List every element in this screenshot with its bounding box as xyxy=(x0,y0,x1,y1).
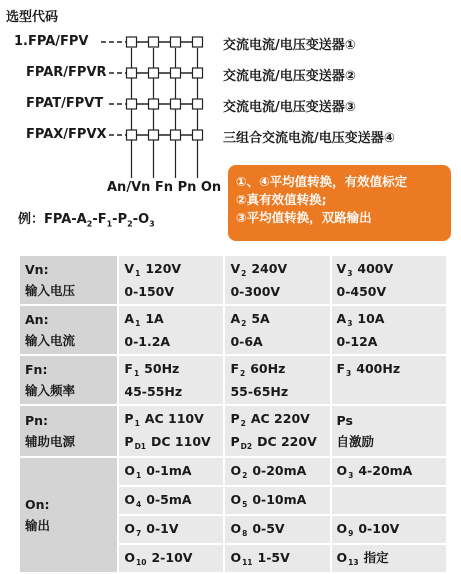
note-2: ②真有效值转换; xyxy=(236,192,327,207)
notes-box xyxy=(228,165,451,241)
table-row-pn xyxy=(20,406,446,456)
table-row-an xyxy=(20,306,446,354)
table-cell: $F_3$ 400Hz xyxy=(332,356,447,404)
table-cell: $P_2$ AC 220V $P_{D2}$ DC 220V xyxy=(225,406,329,456)
table-cell: $O_5$ 0-10mA xyxy=(225,487,329,514)
table-cell: $O_4$ 0-5mA xyxy=(119,487,223,514)
model-code-1: 1.FPA/FPV xyxy=(14,34,89,49)
model-desc-2: 交流电流/电压变送器② xyxy=(223,69,356,84)
table-row-on xyxy=(20,458,446,485)
spec-table xyxy=(18,254,448,574)
table-cell: $V_1$ 120V 0-150V xyxy=(119,256,223,304)
table-row-fn xyxy=(20,356,446,404)
table-cell: $O_2$ 0-20mA xyxy=(225,458,329,485)
code-box-diagram xyxy=(96,28,226,188)
row-header: On: 输出 xyxy=(20,458,117,572)
table-cell: $O_8$ 0-5V xyxy=(225,516,329,543)
table-cell: $F_1$ 50Hz 45-55Hz xyxy=(119,356,223,404)
table-cell: $O_1$ 0-1mA xyxy=(119,458,223,485)
note-3: ③平均值转换，双路输出 xyxy=(236,210,372,225)
table-cell: $O_{11}$ 1-5V xyxy=(225,545,329,572)
table-cell: $V_2$ 240V 0-300V xyxy=(225,256,329,304)
table-cell: $O_{13}$ 指定 xyxy=(332,545,447,572)
row-header: Vn: 输入电压 xyxy=(20,256,117,304)
model-desc-1: 交流电流/电压变送器① xyxy=(223,38,356,53)
table-cell xyxy=(332,487,447,514)
row-header: Fn: 输入频率 xyxy=(20,356,117,404)
table-cell: $P_1$ AC 110V $P_{D1}$ DC 110V xyxy=(119,406,223,456)
model-desc-4: 三组合交流电流/电压变送器④ xyxy=(223,131,395,146)
note-1: ①、④平均值转换，有效值标定 xyxy=(236,174,408,189)
model-code-4: FPAX/FPVX xyxy=(26,127,107,142)
table-cell: Ps 自激励 xyxy=(332,406,447,456)
table-cell: $A_1$ 1A 0-1.2A xyxy=(119,306,223,354)
model-code-3: FPAT/FPVT xyxy=(26,96,104,111)
model-code-2: FPAR/FPVR xyxy=(26,65,107,80)
table-cell: $A_2$ 5A 0-6A xyxy=(225,306,329,354)
table-cell: $O_9$ 0-10V xyxy=(332,516,447,543)
table-cell: $O_7$ 0-1V xyxy=(119,516,223,543)
row-header: An: 输入电流 xyxy=(20,306,117,354)
table-cell: $F_2$ 60Hz 55-65Hz xyxy=(225,356,329,404)
table-cell: $O_{10}$ 2-10V xyxy=(119,545,223,572)
table-row-vn xyxy=(20,256,446,304)
table-cell: $O_3$ 4-20mA xyxy=(332,458,447,485)
table-cell: $A_3$ 10A 0-12A xyxy=(332,306,447,354)
example-code: 例：FPA-$A_2-F_1-P_2-O_3$ xyxy=(18,212,155,229)
section-heading: 选型代码 xyxy=(6,10,59,25)
model-desc-3: 交流电流/电压变送器③ xyxy=(223,100,356,115)
table-cell: $V_3$ 400V 0-450V xyxy=(332,256,447,304)
row-header: Pn: 辅助电源 xyxy=(20,406,117,456)
column-labels: An/Vn Fn Pn On xyxy=(107,180,222,195)
